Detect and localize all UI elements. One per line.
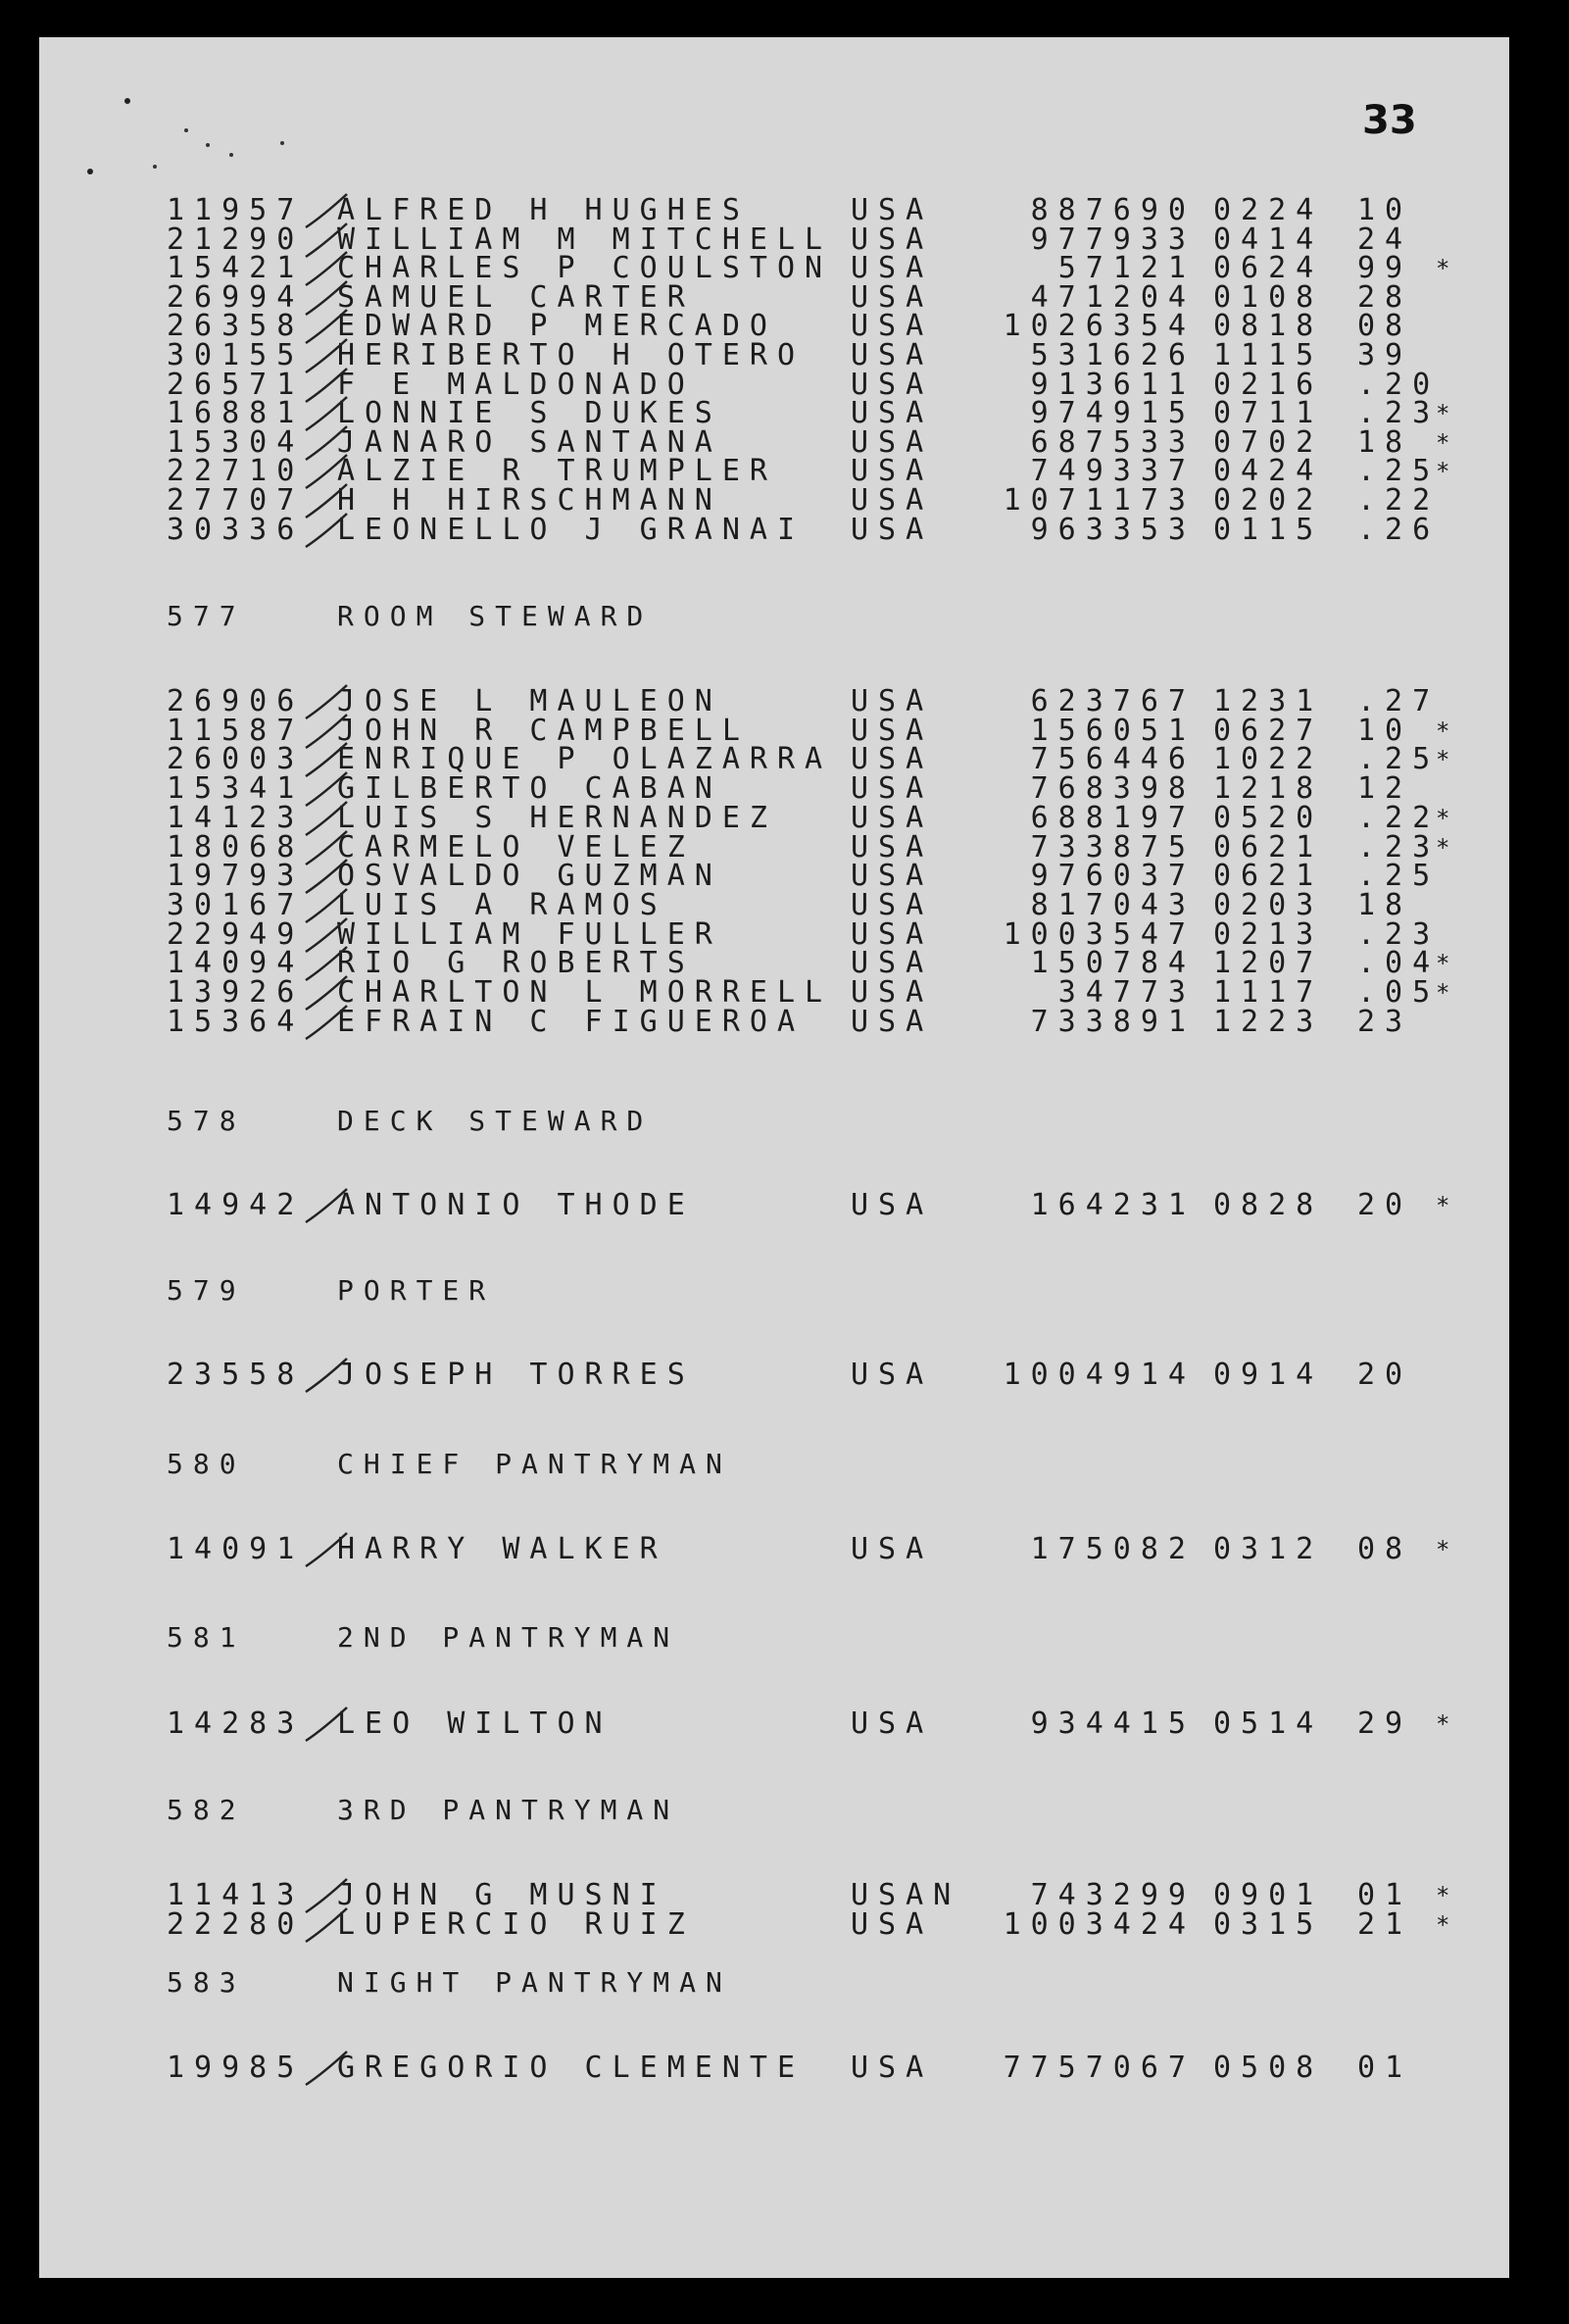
crew-name: EFRAIN C FIGUEROA: [337, 1004, 806, 1039]
age: .25: [1357, 859, 1441, 894]
crew-name: LUIS A RAMOS: [337, 887, 667, 922]
check-tick-icon: [302, 1903, 361, 1952]
crew-number: 11957: [167, 193, 305, 227]
crew-number: 15341: [167, 771, 305, 807]
crew-name: CARMELO VELEZ: [337, 829, 695, 865]
check-tick-icon: [302, 1183, 361, 1232]
crew-name: ANTONIO THODE: [337, 1188, 695, 1222]
crew-name: CHARLES P COULSTON: [337, 251, 833, 286]
document-number: 687533: [1030, 424, 1196, 460]
crew-number: 14091: [167, 1532, 305, 1566]
crew-number: 14942: [167, 1188, 305, 1222]
crew-number: 21290: [167, 222, 305, 257]
date-code: 0828: [1213, 1188, 1324, 1222]
crew-name: CHARLTON L MORRELL: [337, 975, 833, 1010]
document-number: 1004914: [1003, 1358, 1196, 1392]
citizenship: USA: [851, 338, 934, 372]
crew-name: JOSE L MAULEON: [337, 684, 722, 718]
crew-name: ENRIQUE P OLAZARRA: [337, 742, 833, 777]
section-code: 581: [167, 1621, 246, 1654]
date-code: 0914: [1213, 1358, 1324, 1392]
age: .23: [1357, 916, 1441, 952]
crew-name: F E MALDONADO: [337, 367, 695, 402]
citizenship: USA: [851, 424, 934, 460]
date-code: 0508: [1213, 2051, 1324, 2085]
citizenship: USA: [851, 1706, 934, 1741]
date-code: 0624: [1213, 251, 1324, 286]
crew-name: JOHN G MUSNI: [337, 1878, 667, 1912]
date-code: 1231: [1213, 684, 1324, 718]
asterisk-mark: *: [1436, 979, 1460, 1007]
date-code: 1115: [1213, 338, 1324, 372]
asterisk-mark: *: [1436, 746, 1460, 774]
age: 18: [1357, 424, 1413, 460]
crew-number: 11587: [167, 713, 305, 748]
crew-number: 14283: [167, 1706, 305, 1741]
date-code: 0312: [1213, 1532, 1324, 1566]
section-code: 577: [167, 600, 246, 632]
citizenship: USA: [851, 1906, 934, 1942]
crew-name: HARRY WALKER: [337, 1532, 667, 1566]
document-number: 976037: [1030, 859, 1196, 894]
asterisk-mark: *: [1436, 1192, 1460, 1219]
document-number: 913611: [1030, 367, 1196, 402]
age: .04: [1357, 946, 1441, 981]
asterisk-mark: *: [1436, 717, 1460, 745]
crew-name: WILLIAM FULLER: [337, 916, 722, 952]
document-number: 887690: [1030, 193, 1196, 227]
document-number: 733875: [1030, 829, 1196, 865]
document-number: 1071173: [1003, 483, 1196, 518]
age: 10: [1357, 713, 1413, 748]
document-number: 963353: [1030, 512, 1196, 547]
date-code: 0520: [1213, 800, 1324, 835]
citizenship: USA: [851, 887, 934, 922]
crew-number: 18068: [167, 829, 305, 865]
citizenship: USA: [851, 946, 934, 981]
crew-name: LEONELLO J GRANAI: [337, 512, 806, 547]
document-number: 974915: [1030, 396, 1196, 431]
age: .20: [1357, 367, 1441, 402]
date-code: 0901: [1213, 1878, 1324, 1912]
section-title: 2ND PANTRYMAN: [337, 1621, 680, 1654]
date-code: 1022: [1213, 742, 1324, 777]
crew-name: LONNIE S DUKES: [337, 396, 722, 431]
date-code: 0621: [1213, 829, 1324, 865]
document-number: 743299: [1030, 1878, 1196, 1912]
asterisk-mark: *: [1436, 950, 1460, 978]
document-number: 623767: [1030, 684, 1196, 718]
date-code: 0621: [1213, 859, 1324, 894]
date-code: 0424: [1213, 454, 1324, 489]
age: 12: [1357, 771, 1413, 807]
age: 99: [1357, 251, 1413, 286]
date-code: 0702: [1213, 424, 1324, 460]
age: .23: [1357, 829, 1441, 865]
crew-name: EDWARD P MERCADO: [337, 309, 777, 344]
date-code: 0216: [1213, 367, 1324, 402]
citizenship: USA: [851, 1532, 934, 1566]
crew-number: 26358: [167, 309, 305, 344]
age: 20: [1357, 1188, 1413, 1222]
date-code: 0315: [1213, 1906, 1324, 1942]
crew-name: OSVALDO GUZMAN: [337, 859, 722, 894]
asterisk-mark: *: [1436, 400, 1460, 428]
citizenship: USA: [851, 916, 934, 952]
citizenship: USA: [851, 309, 934, 344]
document-number: 531626: [1030, 338, 1196, 372]
asterisk-mark: *: [1436, 804, 1460, 832]
date-code: 1223: [1213, 1004, 1324, 1039]
section-code: 583: [167, 1966, 246, 1999]
crew-name: SAMUEL CARTER: [337, 279, 695, 315]
citizenship: USA: [851, 859, 934, 894]
citizenship: USA: [851, 684, 934, 718]
section-title: CHIEF PANTRYMAN: [337, 1448, 732, 1480]
document-number: 471204: [1030, 279, 1196, 315]
age: .25: [1357, 742, 1441, 777]
asterisk-mark: *: [1436, 833, 1460, 862]
citizenship: USA: [851, 483, 934, 518]
asterisk-mark: *: [1436, 458, 1460, 486]
document-number: 7757067: [1003, 2051, 1196, 2085]
crew-number: 15421: [167, 251, 305, 286]
citizenship: USA: [851, 222, 934, 257]
crew-name: JANARO SANTANA: [337, 424, 722, 460]
page-number: 33: [1362, 98, 1417, 143]
age: 29: [1357, 1706, 1413, 1741]
citizenship: USA: [851, 512, 934, 547]
age: 18: [1357, 887, 1413, 922]
section-code: 580: [167, 1448, 246, 1480]
crew-number: 22280: [167, 1906, 305, 1942]
citizenship: USA: [851, 771, 934, 807]
document-number: 156051: [1030, 713, 1196, 748]
age: .23: [1357, 396, 1441, 431]
citizenship: USA: [851, 713, 934, 748]
crew-number: 26906: [167, 684, 305, 718]
crew-number: 16881: [167, 396, 305, 431]
age: 01: [1357, 2051, 1413, 2085]
crew-name: LUPERCIO RUIZ: [337, 1906, 695, 1942]
document-number: 756446: [1030, 742, 1196, 777]
crew-number: 11413: [167, 1878, 305, 1912]
age: 08: [1357, 309, 1413, 344]
crew-number: 22949: [167, 916, 305, 952]
crew-number: 26571: [167, 367, 305, 402]
crew-name: JOHN R CAMPBELL: [337, 713, 750, 748]
date-code: 0627: [1213, 713, 1324, 748]
crew-name: JOSEPH TORRES: [337, 1358, 695, 1392]
crew-name: GREGORIO CLEMENTE: [337, 2051, 806, 2085]
citizenship: USA: [851, 742, 934, 777]
citizenship: USA: [851, 367, 934, 402]
date-code: 0711: [1213, 396, 1324, 431]
crew-number: 15364: [167, 1004, 305, 1039]
manifest-page: [39, 37, 1509, 2278]
asterisk-mark: *: [1436, 255, 1460, 283]
crew-number: 23558: [167, 1358, 305, 1392]
age: .26: [1357, 512, 1441, 547]
citizenship: USA: [851, 251, 934, 286]
citizenship: USA: [851, 1004, 934, 1039]
date-code: 1218: [1213, 771, 1324, 807]
citizenship: USA: [851, 396, 934, 431]
date-code: 0224: [1213, 193, 1324, 227]
document-number: 150784: [1030, 946, 1196, 981]
age: 24: [1357, 222, 1413, 257]
section-title: PORTER: [337, 1274, 496, 1307]
check-tick-icon: [302, 1527, 361, 1576]
crew-number: 30336: [167, 512, 305, 547]
document-number: 1003424: [1003, 1906, 1196, 1942]
date-code: 0115: [1213, 512, 1324, 547]
crew-number: 22710: [167, 454, 305, 489]
crew-number: 13926: [167, 975, 305, 1010]
crew-name: GILBERTO CABAN: [337, 771, 722, 807]
section-code: 582: [167, 1794, 246, 1826]
age: .27: [1357, 684, 1441, 718]
crew-name: ALFRED H HUGHES: [337, 193, 750, 227]
crew-name: RIO G ROBERTS: [337, 946, 695, 981]
crew-number: 30155: [167, 338, 305, 372]
section-title: DECK STEWARD: [337, 1105, 654, 1137]
check-tick-icon: [302, 2046, 361, 2095]
crew-name: H H HIRSCHMANN: [337, 483, 722, 518]
citizenship: USA: [851, 800, 934, 835]
age: 20: [1357, 1358, 1413, 1392]
date-code: 0213: [1213, 916, 1324, 952]
document-number: 1026354: [1003, 309, 1196, 344]
age: .22: [1357, 483, 1441, 518]
asterisk-mark: *: [1436, 1910, 1460, 1939]
check-tick-icon: [302, 1702, 361, 1751]
document-number: 688197: [1030, 800, 1196, 835]
citizenship: USAN: [851, 1878, 961, 1912]
citizenship: USA: [851, 193, 934, 227]
document-number: 164231: [1030, 1188, 1196, 1222]
document-number: 768398: [1030, 771, 1196, 807]
section-title: 3RD PANTRYMAN: [337, 1794, 680, 1826]
date-code: 1207: [1213, 946, 1324, 981]
asterisk-mark: *: [1436, 1710, 1460, 1738]
document-number: 733891: [1030, 1004, 1196, 1039]
citizenship: USA: [851, 279, 934, 315]
section-title: NIGHT PANTRYMAN: [337, 1966, 732, 1999]
age: 10: [1357, 193, 1413, 227]
crew-number: 27707: [167, 483, 305, 518]
date-code: 0514: [1213, 1706, 1324, 1741]
date-code: 0202: [1213, 483, 1324, 518]
crew-number: 14094: [167, 946, 305, 981]
age: 21: [1357, 1906, 1413, 1942]
crew-name: LEO WILTON: [337, 1706, 613, 1741]
age: 01: [1357, 1878, 1413, 1912]
crew-name: ALZIE R TRUMPLER: [337, 454, 777, 489]
citizenship: USA: [851, 975, 934, 1010]
document-number: 175082: [1030, 1532, 1196, 1566]
check-tick-icon: [302, 1353, 361, 1402]
section-code: 578: [167, 1105, 246, 1137]
document-number: 749337: [1030, 454, 1196, 489]
crew-number: 30167: [167, 887, 305, 922]
date-code: 1117: [1213, 975, 1324, 1010]
section-title: ROOM STEWARD: [337, 600, 654, 632]
document-number: 57121: [1057, 251, 1196, 286]
date-code: 0414: [1213, 222, 1324, 257]
section-code: 579: [167, 1274, 246, 1307]
document-number: 934415: [1030, 1706, 1196, 1741]
check-tick-icon: [302, 1000, 361, 1049]
citizenship: USA: [851, 829, 934, 865]
crew-number: 26994: [167, 279, 305, 315]
crew-number: 19985: [167, 2051, 305, 2085]
crew-name: WILLIAM M MITCHELL: [337, 222, 833, 257]
crew-name: LUIS S HERNANDEZ: [337, 800, 777, 835]
age: .25: [1357, 454, 1441, 489]
document-number: 1003547: [1003, 916, 1196, 952]
crew-number: 15304: [167, 424, 305, 460]
document-number: 817043: [1030, 887, 1196, 922]
crew-number: 19793: [167, 859, 305, 894]
document-number: 977933: [1030, 222, 1196, 257]
date-code: 0108: [1213, 279, 1324, 315]
crew-number: 14123: [167, 800, 305, 835]
asterisk-mark: *: [1436, 428, 1460, 457]
crew-number: 26003: [167, 742, 305, 777]
age: 39: [1357, 338, 1413, 372]
citizenship: USA: [851, 1188, 934, 1222]
age: .22: [1357, 800, 1441, 835]
citizenship: USA: [851, 454, 934, 489]
age: 28: [1357, 279, 1413, 315]
asterisk-mark: *: [1436, 1882, 1460, 1909]
date-code: 0203: [1213, 887, 1324, 922]
age: 08: [1357, 1532, 1413, 1566]
date-code: 0818: [1213, 309, 1324, 344]
crew-name: HERIBERTO H OTERO: [337, 338, 806, 372]
check-tick-icon: [302, 508, 361, 557]
document-number: 34773: [1057, 975, 1196, 1010]
age: 23: [1357, 1004, 1413, 1039]
citizenship: USA: [851, 1358, 934, 1392]
citizenship: USA: [851, 2051, 934, 2085]
asterisk-mark: *: [1436, 1536, 1460, 1563]
age: .05: [1357, 975, 1441, 1010]
